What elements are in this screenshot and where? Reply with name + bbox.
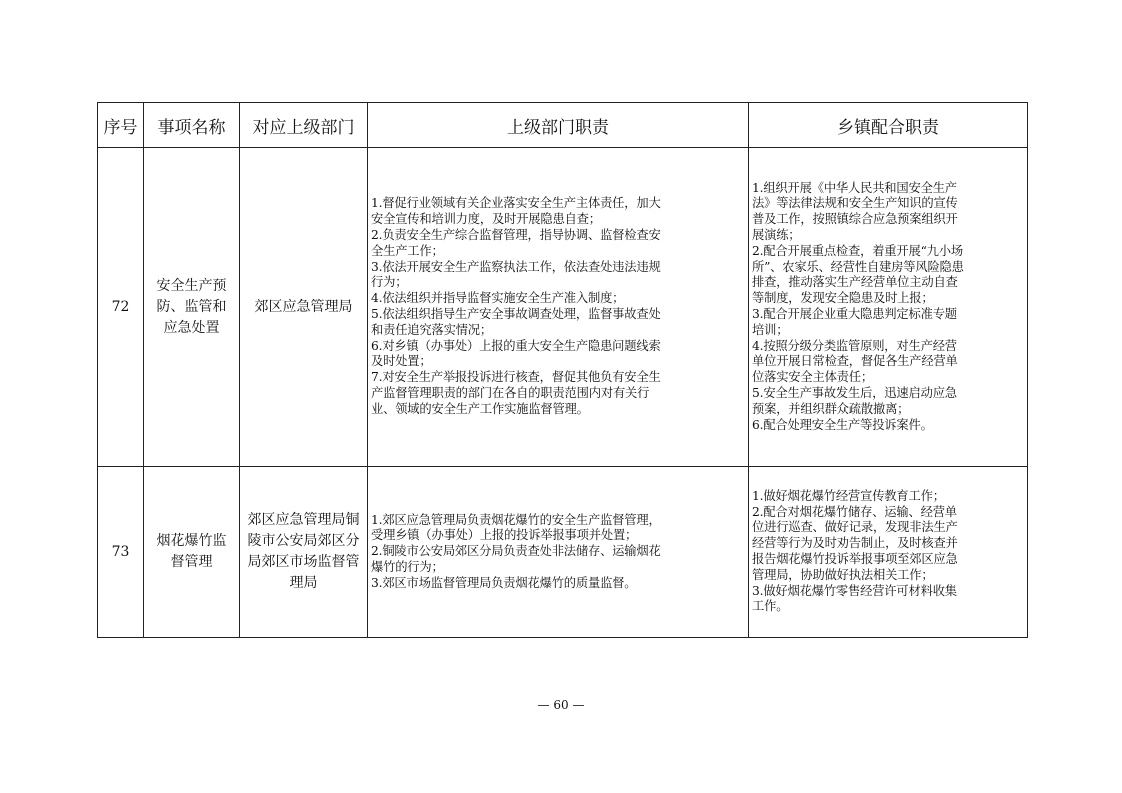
duty-line: 7.对安全生产举报投诉进行核查，督促其他负有安全生 [371,370,661,385]
duty-line: 1.做好烟花爆竹经营宣传教育工作； [752,488,945,503]
duty-line: 全生产工作； [371,243,444,258]
duty-line: 2.铜陵市公安局郊区分局负责查处非法储存、运输烟花 [371,544,661,559]
duty-line: 位落实安全主体责任； [752,370,873,385]
duty-line: 所”、农家乐、经营性自建房等风险隐患 [752,259,964,274]
duty-line: 3.配合开展企业重大隐患判定标准专题 [752,307,957,321]
duty-line: 业、领域的安全生产工作实施监督管理。 [371,401,589,416]
duty-line: 3.依法开展安全生产监察执法工作，依法查处违法违规 [371,259,661,274]
duty-line: 和责任追究落实情况； [371,322,492,337]
duty-line: 产监督管理职责的部门在各自的职责范围内对有关行 [371,385,650,400]
duty-line: 6.配合处理安全生产等投诉案件。 [752,417,933,432]
duty-line: 单位开展日常检查，督促各生产经营单 [752,354,958,369]
row-number: 72 [98,148,144,467]
duty-line: 受理乡镇（办事处）上报的投诉举报事项并处置； [371,528,638,543]
duty-line: 1.组织开展《中华人民共和国安全生产 [752,180,957,195]
duty-table [97,102,1028,638]
item-name: 烟花爆竹监督管理 [144,467,240,638]
header-upper-duty: 上级部门职责 [368,103,749,148]
duty-line: 报告烟花爆竹投诉举报事项至郊区应急 [752,552,958,566]
upper-dept: 郊区应急管理局铜陵市公安局郊区分局郊区市场监督管理局 [240,467,368,638]
table-row [98,467,1028,638]
town-duty-cell [749,148,1028,467]
item-name: 安全生产预防、监管和应急处置 [144,148,240,467]
duty-line: 位进行巡查、做好记录，发现非法生产 [752,520,958,535]
duty-line: 3.做好烟花爆竹零售经营许可材料收集 [752,583,957,598]
header-upper-dept: 对应上级部门 [240,103,368,148]
upper-dept: 郊区应急管理局 [240,148,368,467]
duty-line: 2.配合对烟花爆竹储存、运输、经营单 [752,504,957,519]
duty-line: 行为； [371,275,408,290]
duty-line: 1.督促行业领域有关企业落实安全生产主体责任，加大 [371,196,661,211]
duty-line: 管理局，协助做好执法相关工作； [752,567,934,582]
duty-line: 培训； [752,322,789,337]
duty-line: 3.郊区市场监督管理局负责烟花爆竹的质量监督。 [371,575,637,590]
duty-line: 爆竹的行为； [371,559,444,574]
duty-line: 5.安全生产事故发生后，迅速启动应急 [752,385,957,400]
upper-duty-cell [368,467,749,638]
duty-line: 1.郊区应急管理局负责烟花爆竹的安全生产监督管理， [371,512,661,527]
row-number: 73 [98,467,144,638]
duty-line: 等制度，发现安全隐患及时上报； [752,291,934,306]
duty-line: 6.对乡镇（办事处）上报的重大安全生产隐患问题线索 [371,338,661,353]
duty-line: 普及工作，按照镇综合应急预案组织开 [752,212,958,227]
duty-line: 展演练； [752,228,801,243]
duty-line: 5.依法组织指导生产安全事故调查处理，监督事故查处 [371,307,661,321]
duty-line: 2.负责安全生产综合监督管理，指导协调、监督检查安 [371,228,661,243]
header-no: 序号 [98,103,144,148]
duty-line: 4.按照分级分类监管原则，对生产经营 [752,338,957,353]
header-item-name: 事项名称 [144,103,240,148]
duty-line: 预案，并组织群众疏散撤离； [752,401,910,416]
table-header-row [98,103,1028,148]
duty-line: 法》等法律法规和安全生产知识的宣传 [752,196,958,211]
upper-duty-cell [368,148,749,467]
header-town-duty: 乡镇配合职责 [749,103,1028,148]
duty-line: 及时处置； [371,354,432,369]
duty-line: 工作。 [752,599,789,614]
duty-line: 安全宣传和培训力度，及时开展隐患自查； [371,212,601,227]
table-row [98,148,1028,467]
duty-line: 经营等行为及时劝告制止，及时核查并 [752,536,958,551]
duty-line: 4.依法组织并指导监督实施安全生产准入制度； [371,291,625,306]
page-number: — 60 — [537,698,585,712]
town-duty-cell [749,467,1028,638]
duty-line: 2.配合开展重点检查，着重开展“九小场 [752,243,963,258]
duty-line: 排查，推动落实生产经营单位主动自查 [752,275,958,290]
